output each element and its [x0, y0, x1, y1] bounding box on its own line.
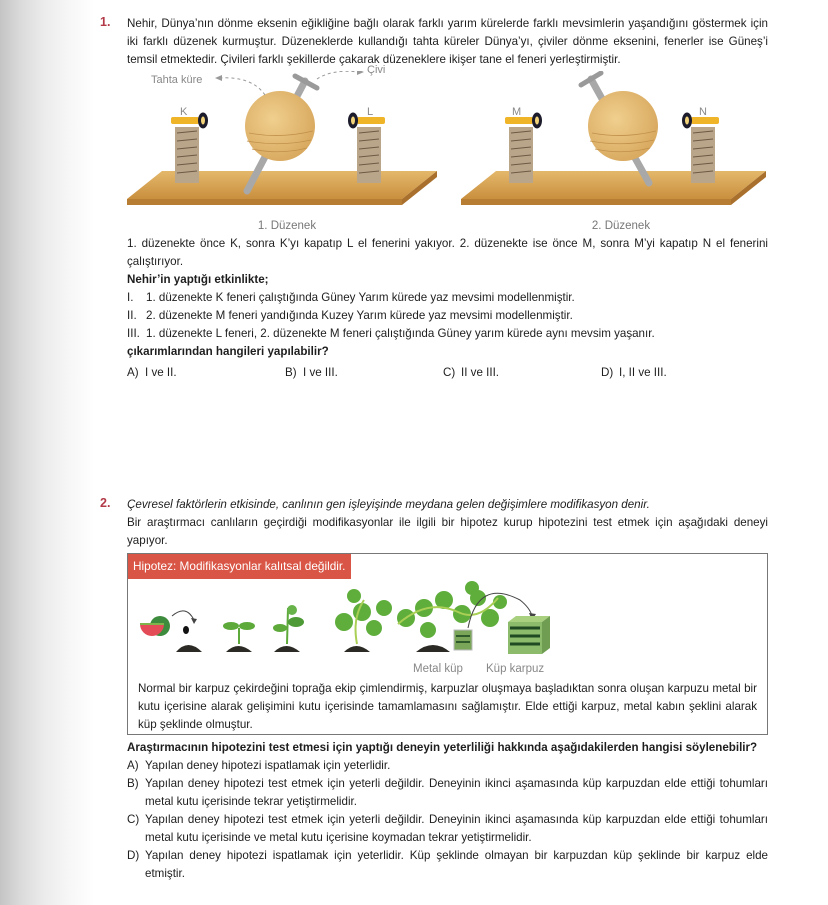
option-text: Yapılan deney hipotezi ispatlamak için yeterlidir. [145, 759, 391, 772]
wooden-board [127, 171, 437, 199]
setup-2-illustration [461, 71, 781, 235]
question-number: 2. [100, 496, 111, 510]
option-letter: B) [285, 366, 297, 379]
question-number: 1. [100, 15, 111, 29]
option-letter: C) [127, 813, 140, 826]
lamp-label-n: N [699, 106, 707, 118]
soil-stage-4 [344, 646, 370, 652]
option-letter: A) [127, 366, 139, 379]
option-letter: C) [443, 366, 456, 379]
soil-stage-3 [274, 646, 300, 652]
label-metal-kup: Metal küp [413, 663, 463, 675]
option-c[interactable] [127, 811, 768, 847]
option-letter: D) [127, 849, 140, 862]
seed-icon [183, 626, 189, 634]
wooden-sphere [245, 91, 315, 161]
option-b[interactable] [285, 364, 443, 382]
option-text: II ve III. [461, 366, 500, 379]
metal-cube-icon [454, 630, 472, 650]
statement-3 [127, 325, 768, 343]
statement-2 [127, 307, 768, 325]
wooden-sphere [588, 91, 658, 161]
question-intro: Bir araştırmacı canlıların geçirdiği modifikasyonlar ile ilgili bir hipotez kurup hipotezini test etmek için aşağıdaki deneyi yapıyor. [127, 516, 768, 547]
statement-numeral: I. [127, 291, 134, 304]
soil-stage-5 [416, 645, 450, 652]
statement-text: 2. düzenekte M feneri yandığında Kuzey Yarım kürede yaz mevsimi modellenmiştir. [146, 309, 573, 322]
setup-1-drawing [127, 71, 447, 235]
option-letter: B) [127, 777, 139, 790]
definition-text: Çevresel faktörlerin etkisinde, canlının gen işleyişinde meydana gelen değişimlere modifikasyon denir. [127, 498, 650, 511]
soil-stage-1 [176, 645, 202, 652]
option-c[interactable] [443, 364, 601, 382]
option-text: Yapılan deney hipotezi test etmek için yeterli değildir. Deneyinin ikinci aşamasında küp karpuzdan elde ettiği tohumları metal kutu içerisinde tekrar yetiştirmelidir. [145, 777, 768, 808]
vine-plant-icon [335, 589, 392, 636]
label-tahta-kure: Tahta küre [151, 74, 203, 86]
option-d[interactable] [127, 847, 768, 883]
option-text: Yapılan deney hipotezi ispatlamak için yeterlidir. Küp şeklinde olmayan bir karpuzdan küp şeklinde bir karpuz elde etmiştir. [145, 849, 768, 880]
wooden-board [461, 171, 766, 199]
statement-numeral: II. [127, 309, 137, 322]
experiment-description: Normal bir karpuz çekirdeğini toprağa ekip çimlendirmiş, karpuzlar oluşmaya başladıktan sonra oluşan karpuzu metal bir kutu içerisine alarak gelişimini kutu içerisinde tamamlamasını sağlamıştır. Elde ettiği karpuz, metal kabın şeklini alarak küp şeklinde olmuştur. [138, 682, 757, 731]
question-stem: çıkarımlarından hangileri yapılabilir? [127, 345, 329, 358]
option-text: I ve III. [303, 366, 338, 379]
setup-2-caption: 2. Düzenek [591, 220, 651, 232]
young-plant-icon [273, 624, 287, 632]
label-kup-karpuz: Küp karpuz [486, 663, 545, 675]
experiment-box [127, 553, 768, 735]
procedure-text: 1. düzenekte önce K, sonra K’yı kapatıp L el fenerini yakıyor. 2. düzenekte ise önce M, sonra M’yi kapatıp N el fenerini çalıştırıyor. [127, 237, 768, 268]
option-text: I ve II. [145, 366, 177, 379]
hypothesis-tag: Hipotez: Modifikasyonlar kalıtsal değildir. [128, 554, 351, 579]
lamp-label-k: K [180, 106, 188, 118]
question-2 [100, 496, 768, 883]
option-a[interactable] [127, 364, 285, 382]
answer-options [127, 364, 768, 382]
setup-2-drawing [461, 71, 781, 235]
setup-1-illustration [127, 64, 447, 235]
option-letter: A) [127, 759, 139, 772]
option-text: Yapılan deney hipotezi test etmek için yeterli değildir. Deneyinin ikinci aşamasında küp karpuzdan elde ettiği tohumları metal kutu içerisinde ve metal kutu içerisine koymadan tekrar yetiştirmelidir. [145, 813, 768, 844]
soil-stage-2 [226, 646, 252, 652]
statement-1 [127, 289, 768, 307]
watermelon-growth-figure [128, 578, 767, 686]
option-a[interactable] [127, 757, 768, 775]
question-intro: Nehir, Dünya’nın dönme eksenin eğikliğine bağlı olarak farklı yarım kürelerde farklı mevsimlerin yaşandığını göstermek için iki farklı düzenek kurmuştur. Düzeneklerde kullandığı tahta küreler Dünya’yı, çiviler dönme eksenini, fenerler ise Güneş’i temsil etmektedir. Çivileri farklı şekillerde çakarak düzeneklere ikişer tane el feneri yerleştirmiştir. [127, 17, 768, 66]
question-stem: Araştırmacının hipotezini test etmesi için yaptığı deneyin yeterliliği hakkında aşağıdakilerden hangisi söylenebilir? [127, 741, 758, 754]
label-civi: Çivi [367, 64, 386, 76]
statement-numeral: III. [127, 327, 140, 340]
option-text: I, II ve III. [619, 366, 667, 379]
lamp-label-l: L [367, 106, 374, 118]
question-1 [100, 15, 768, 382]
lamp-label-m: M [512, 106, 522, 118]
option-b[interactable] [127, 775, 768, 811]
setup-1-caption: 1. Düzenek [257, 220, 317, 232]
option-letter: D) [601, 366, 614, 379]
setups-figure [127, 64, 768, 235]
statement-text: 1. düzenekte K feneri çalıştığında Güney Yarım kürede yaz mevsimi modellenmiştir. [146, 291, 575, 304]
option-d[interactable] [601, 364, 759, 382]
statement-text: 1. düzenekte L feneri, 2. düzenekte M feneri çalıştığında Güney yarım kürede aynı mevsim yaşanır. [146, 327, 655, 340]
statements-lead: Nehir’in yaptığı etkinlikte; [127, 273, 269, 286]
seedling-icon [223, 622, 239, 630]
